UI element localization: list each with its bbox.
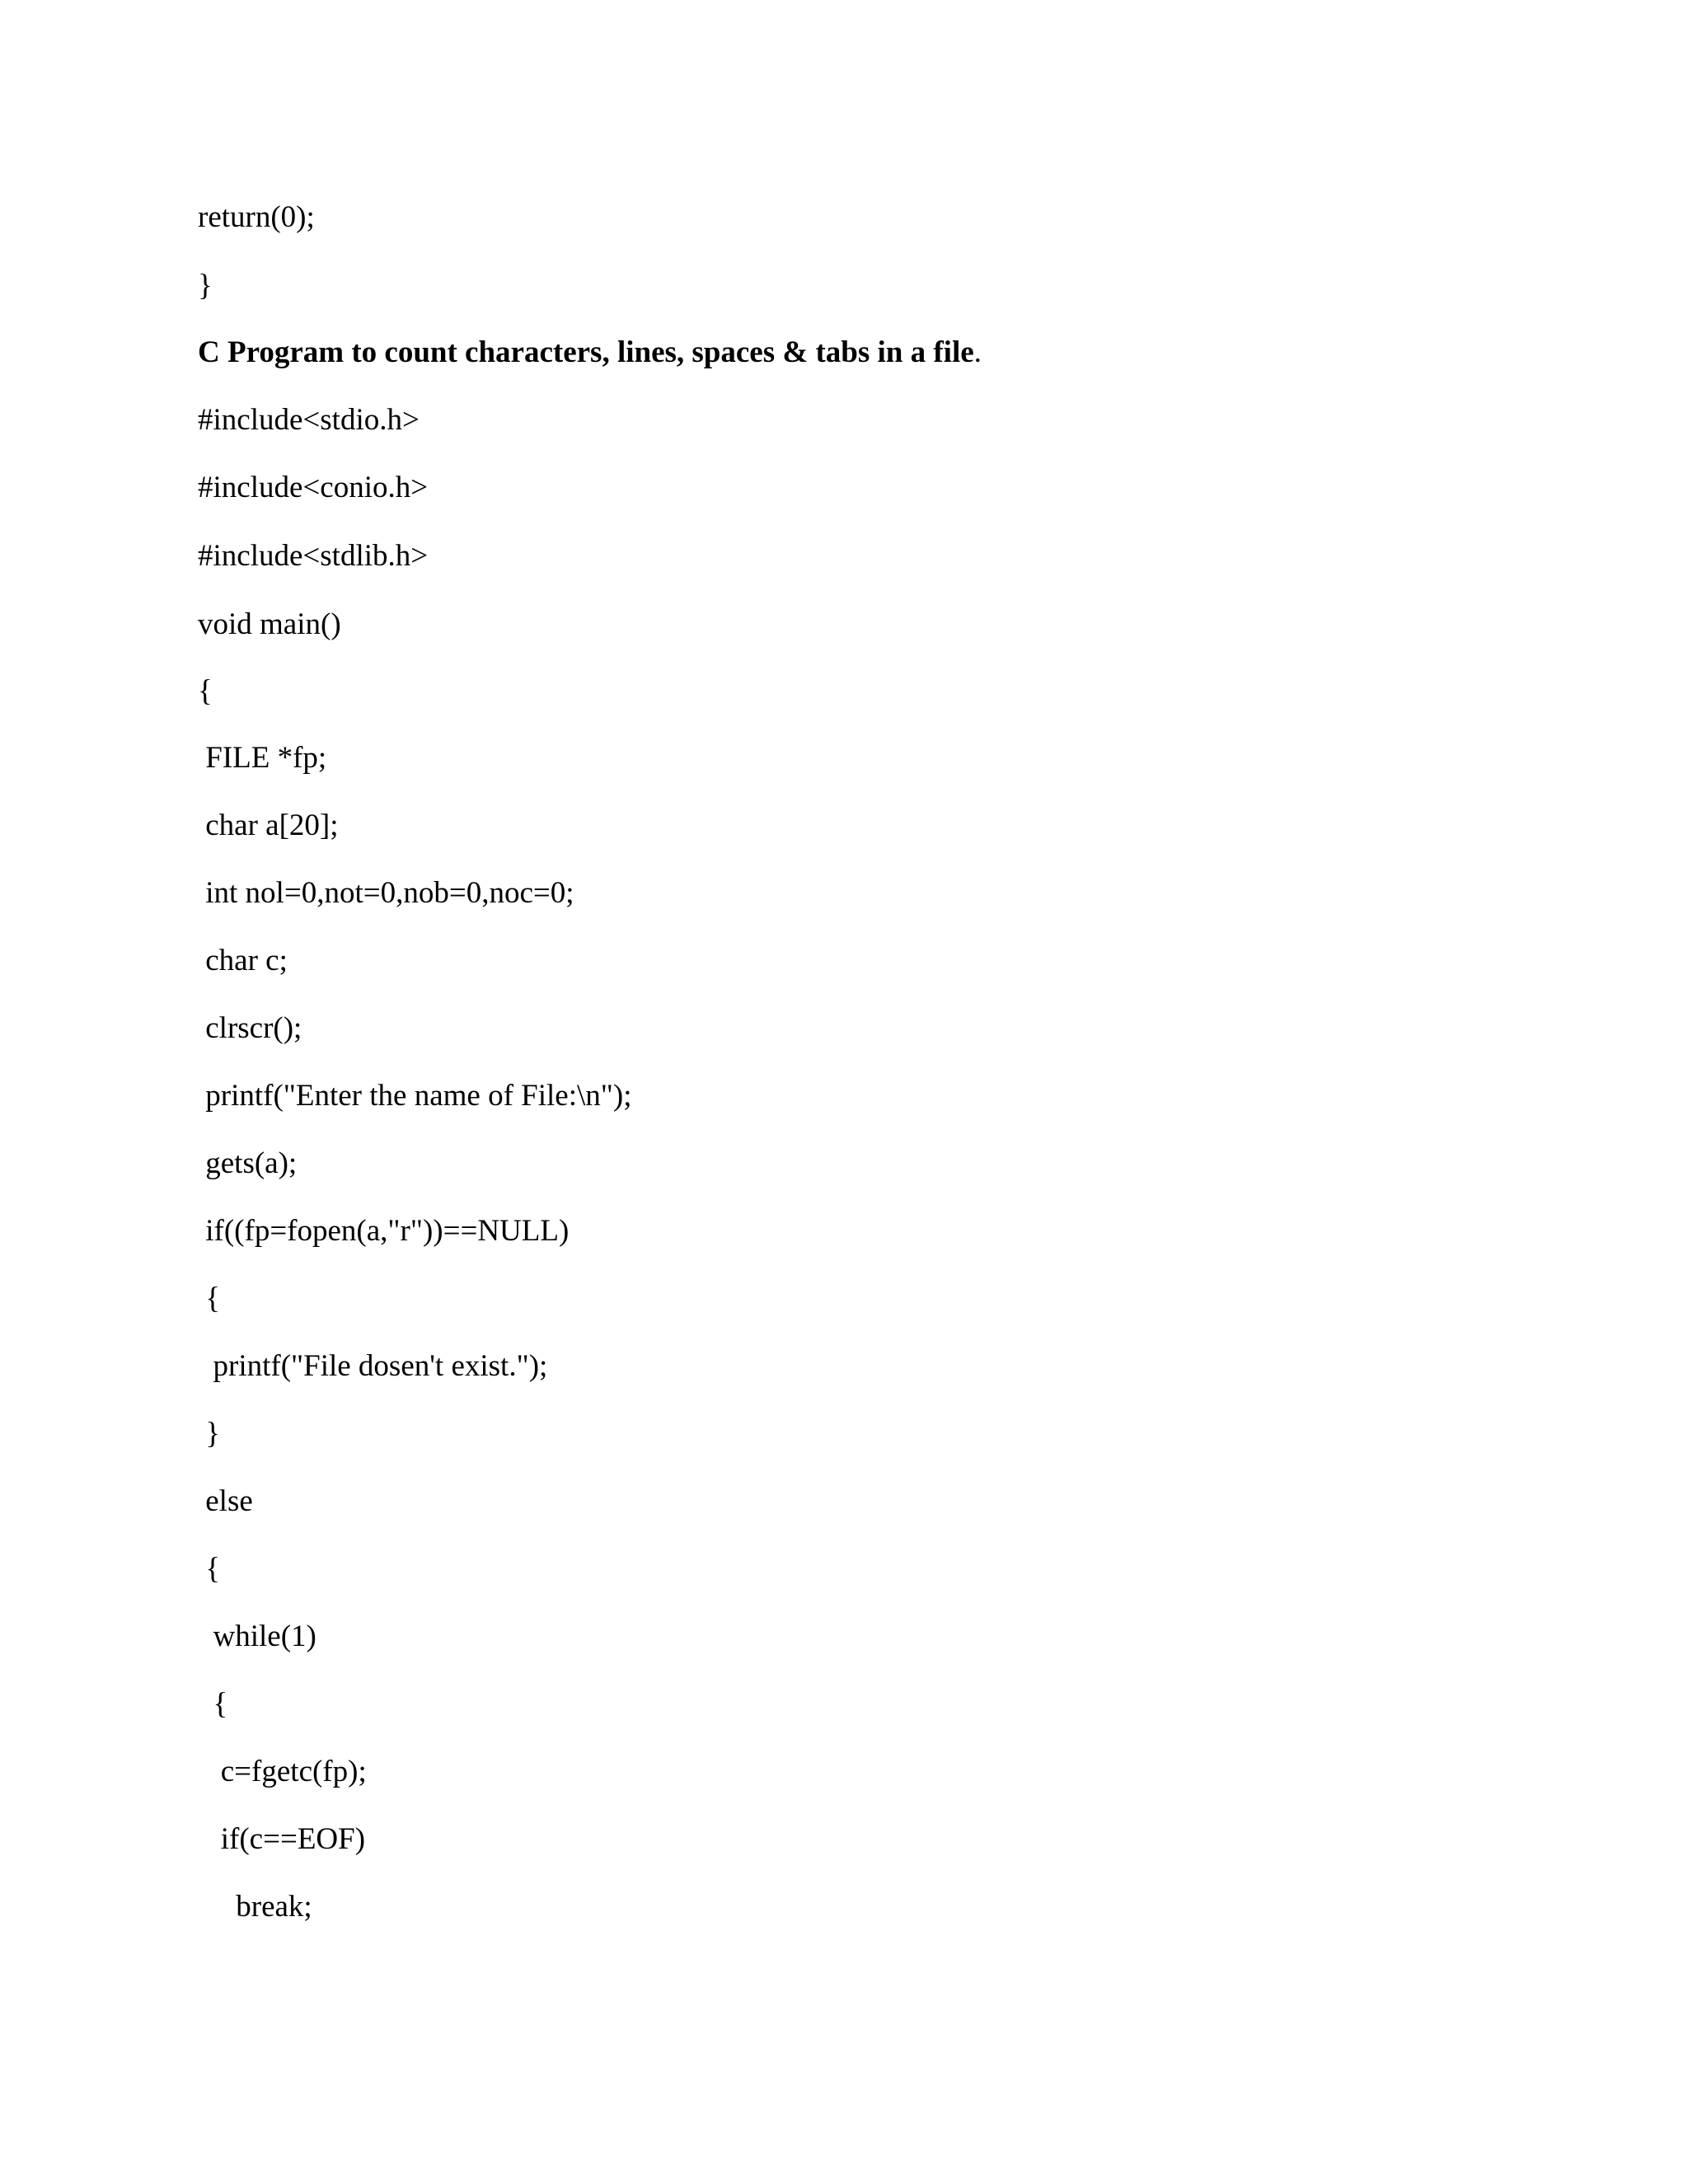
code-line: } bbox=[198, 1417, 221, 1451]
code-line: #include<stdlib.h> bbox=[198, 539, 429, 573]
code-line: c=fgetc(fp); bbox=[198, 1755, 367, 1788]
code-line: { bbox=[198, 1552, 221, 1586]
code-line: void main() bbox=[198, 607, 341, 641]
code-line: #include<conio.h> bbox=[198, 471, 429, 504]
code-line: { bbox=[198, 1282, 221, 1315]
code-line: if((fp=fopen(a,"r"))==NULL) bbox=[198, 1214, 570, 1248]
code-line: break; bbox=[198, 1890, 312, 1924]
code-line: printf("Enter the name of File:\n"); bbox=[198, 1079, 632, 1113]
section-heading-period: . bbox=[973, 335, 982, 369]
code-line: #include<stdio.h> bbox=[198, 403, 420, 437]
code-line: if(c==EOF) bbox=[198, 1822, 366, 1856]
code-line: { bbox=[198, 1687, 228, 1721]
code-line: gets(a); bbox=[198, 1146, 298, 1180]
section-heading bbox=[198, 334, 982, 372]
code-line: char a[20]; bbox=[198, 808, 339, 842]
code-line: } bbox=[198, 269, 213, 302]
code-line: int nol=0,not=0,nob=0,noc=0; bbox=[198, 876, 574, 910]
code-line: while(1) bbox=[198, 1619, 316, 1653]
code-line: else bbox=[198, 1484, 253, 1518]
code-line: char c; bbox=[198, 944, 288, 977]
code-line: FILE *fp; bbox=[198, 741, 327, 775]
code-line: clrscr(); bbox=[198, 1011, 302, 1045]
code-line: printf("File dosen't exist."); bbox=[198, 1349, 548, 1383]
code-line: return(0); bbox=[198, 200, 315, 234]
code-line: { bbox=[198, 674, 213, 708]
section-heading-text: C Program to count characters, lines, spaces & tabs in a file bbox=[198, 335, 974, 369]
